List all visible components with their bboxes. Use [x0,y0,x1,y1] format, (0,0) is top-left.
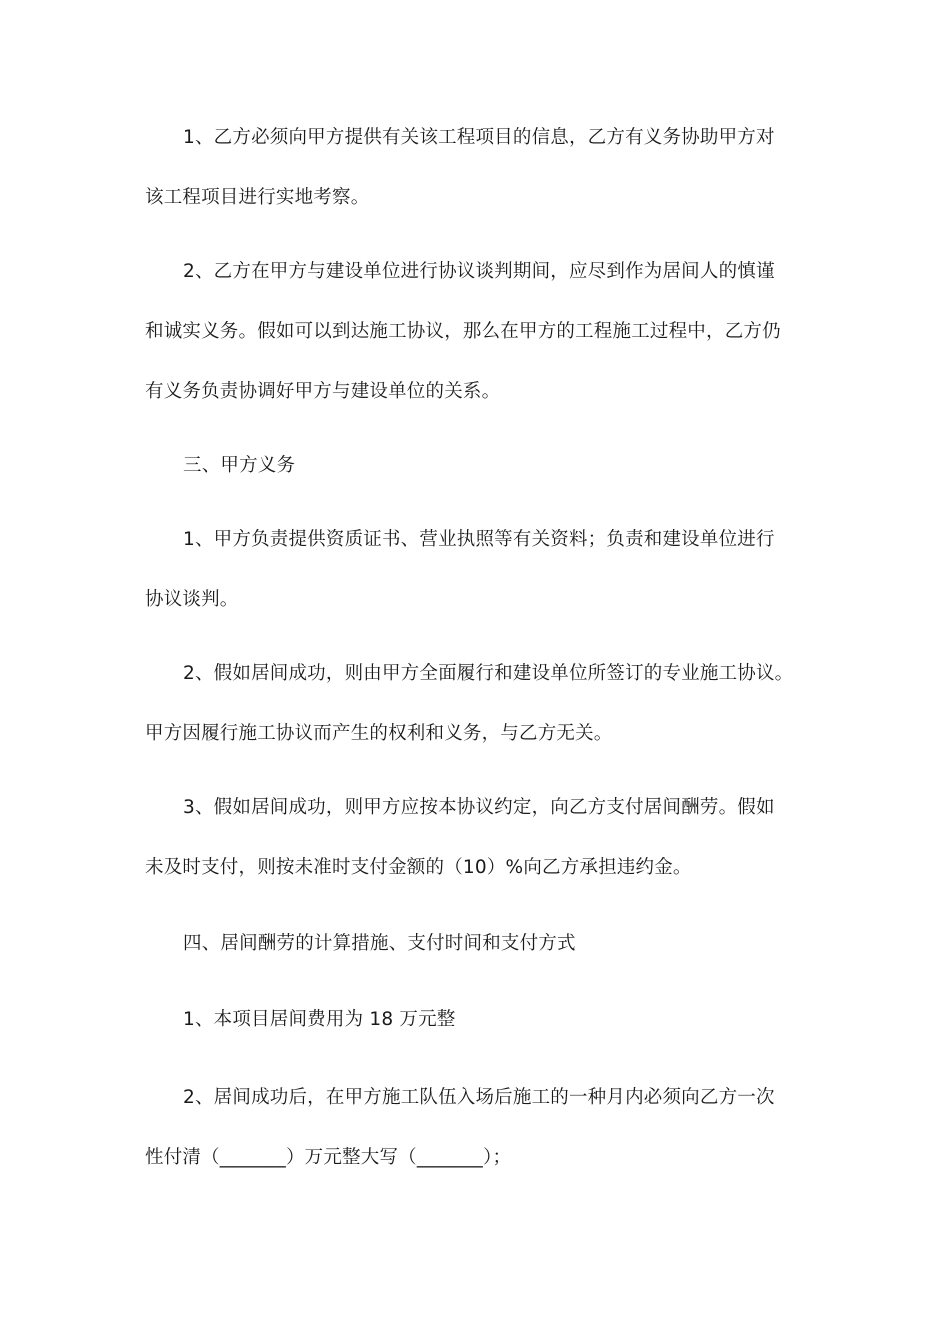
paragraph-line: 2、乙方在甲方与建设单位进行协议谈判期间，应尽到作为居间人的慎谨 [183,261,775,282]
paragraph-line: 性付清（_______）万元整大写（_______）； [145,1147,512,1168]
paragraph-line: 未及时支付，则按未准时支付金额的（10）%向乙方承担违约金。 [145,857,692,878]
paragraph-line: 1、乙方必须向甲方提供有关该工程项目的信息，乙方有义务协助甲方对 [183,127,775,148]
paragraph-line: 1、本项目居间费用为 18 万元整 [183,1009,456,1030]
paragraph-line: 甲方因履行施工协议而产生的权利和义务，与乙方无关。 [145,723,613,744]
paragraph-line: 3、假如居间成功，则甲方应按本协议约定，向乙方支付居间酬劳。假如 [183,797,775,818]
paragraph-line: 2、居间成功后，在甲方施工队伍入场后施工的一种月内必须向乙方一次 [183,1087,775,1108]
section-heading: 三、甲方义务 [183,455,296,476]
paragraph-line: 该工程项目进行实地考察。 [145,187,370,208]
section-heading: 四、居间酬劳的计算措施、支付时间和支付方式 [183,933,576,954]
paragraph-line: 1、甲方负责提供资质证书、营业执照等有关资料；负责和建设单位进行 [183,529,775,550]
paragraph-line: 有义务负责协调好甲方与建设单位的关系。 [145,381,501,402]
paragraph-line: 2、假如居间成功，则由甲方全面履行和建设单位所签订的专业施工协议。 [183,663,794,684]
paragraph-line: 和诚实义务。假如可以到达施工协议，那么在甲方的工程施工过程中，乙方仍 [145,321,781,342]
paragraph-line: 协议谈判。 [145,589,239,610]
